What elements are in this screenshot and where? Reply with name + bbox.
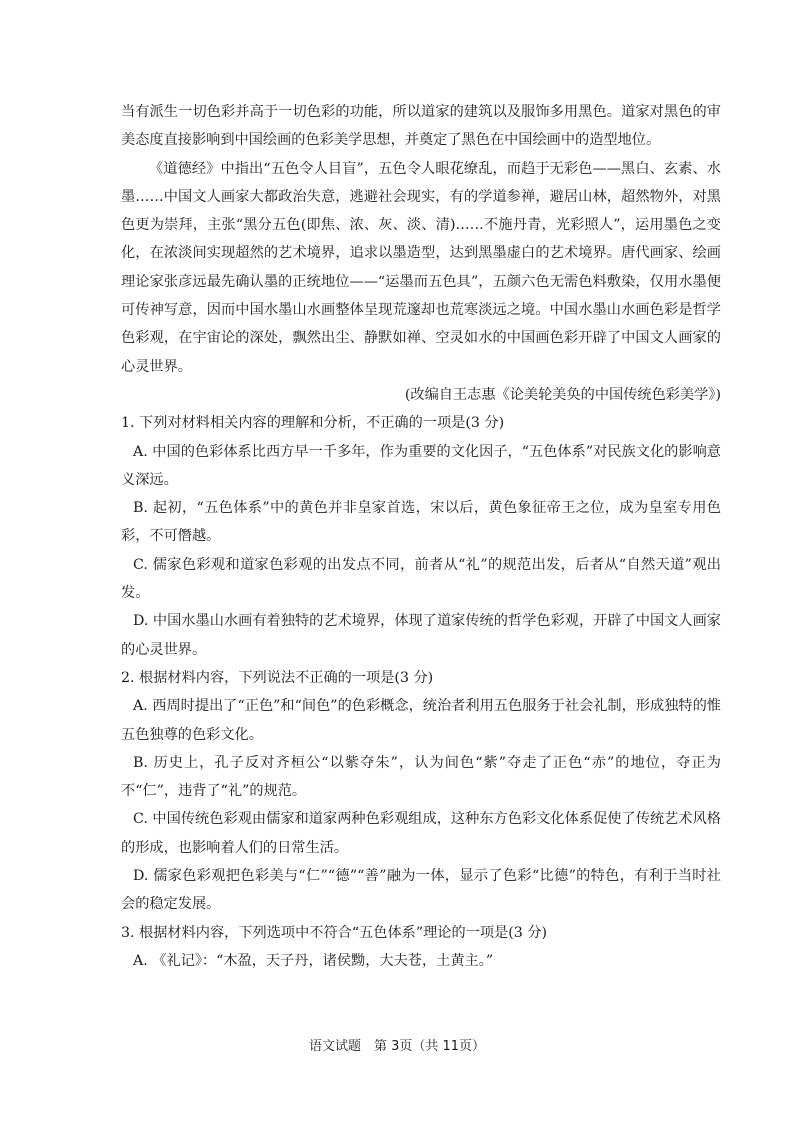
option-c: C. 儒家色彩观和道家色彩观的出发点不同，前者从“礼”的规范出发，后者从“自然天道”观出发。: [121, 556, 721, 602]
question-stem: 3. 根据材料内容，下列选项中不符合“五色体系”理论的一项是(3 分): [121, 924, 548, 941]
option-a: A. 西周时提出了“正色”和“间色”的色彩概念，统治者利用五色服务于社会礼制，形成独特的惟五色独尊的色彩文化。: [121, 698, 721, 743]
question-stem: 2. 根据材料内容，下列说法不正确的一项是(3 分): [121, 669, 434, 686]
option-b: B. 起初，“五色体系”中的黄色并非皇家首选，宋以后，黄色象征帝王之位，成为皇室专用色彩，不可僭越。: [121, 500, 721, 545]
option-d: D. 中国水墨山水画有着独特的艺术境界，体现了道家传统的哲学色彩观，开辟了中国文人画家的心灵世界。: [121, 613, 721, 658]
page-content: [121, 98, 721, 975]
question-stem: 1. 下列对材料相关内容的理解和分析，不正确的一项是(3 分): [121, 415, 505, 432]
passage-paragraph-2: 《道德经》中指出“五色令人目盲”，五色令人眼花缭乱，而趋于无彩色——黑白、玄素、水墨……中国文人画家大都政治失意，逃避社会现实，有的学道参禅，避居山林，超然物外，对黑色更为崇拜，主张“黑分五色(即焦、浓、灰、淡、清)……不施丹青，光彩照人”，运用墨色之变化，在浓淡间实现超然的艺术境界，追求以墨造型，达到黑墨虚白的艺术境界。唐代画家、绘画理论家张彦远最先确认墨的正统地位——“运墨而五色具”，五颜六色无需色料敷染，仅用水墨便可传神写意，因而中国水墨山水画整体呈现荒邃却也荒寒淡远之境。中国水墨山水画色彩是哲学色彩观，在宇宙论的深处，飘然出尘、静默如禅、空灵如水的中国画色彩开辟了中国文人画家的心灵世界。: [121, 160, 721, 375]
passage-paragraph-1: 当有派生一切色彩并高于一切色彩的功能，所以道家的建筑以及服饰多用黑色。道家对黑色的审美态度直接影响到中国绘画的色彩美学思想，并奠定了黑色在中国绘画中的造型地位。: [121, 104, 721, 149]
option-b: B. 历史上，孔子反对齐桓公“以紫夺朱”，认为间色“紫”夺走了正色“赤”的地位，夺正为不“仁”，违背了“礼”的规范。: [121, 754, 721, 800]
option-a: A. 中国的色彩体系比西方早一千多年，作为重要的文化因子，“五色体系”对民族文化的影响意义深远。: [121, 443, 721, 488]
option-d: D. 儒家色彩观把色彩美与“仁”“德”“善”融为一体，显示了色彩“比德”的特色，有利于当时社会的稳定发展。: [121, 868, 721, 913]
question-3: [121, 919, 721, 976]
page-footer: 语文试题 第 3页（共 11页）: [308, 1039, 486, 1054]
question-1: [121, 409, 721, 664]
option-c: C. 中国传统色彩观由儒家和道家两种色彩观组成，这种东方色彩文化体系促使了传统艺术风格的形成，也影响着人们的日常生活。: [121, 811, 721, 856]
question-2: [121, 664, 721, 919]
passage-source: (改编自王志惠《论美轮美奂的中国传统色彩美学》): [404, 386, 721, 403]
option-a: A. 《礼记》：“木盈，天子丹，诸侯黝，大夫苍，土黄主。”: [133, 952, 494, 969]
